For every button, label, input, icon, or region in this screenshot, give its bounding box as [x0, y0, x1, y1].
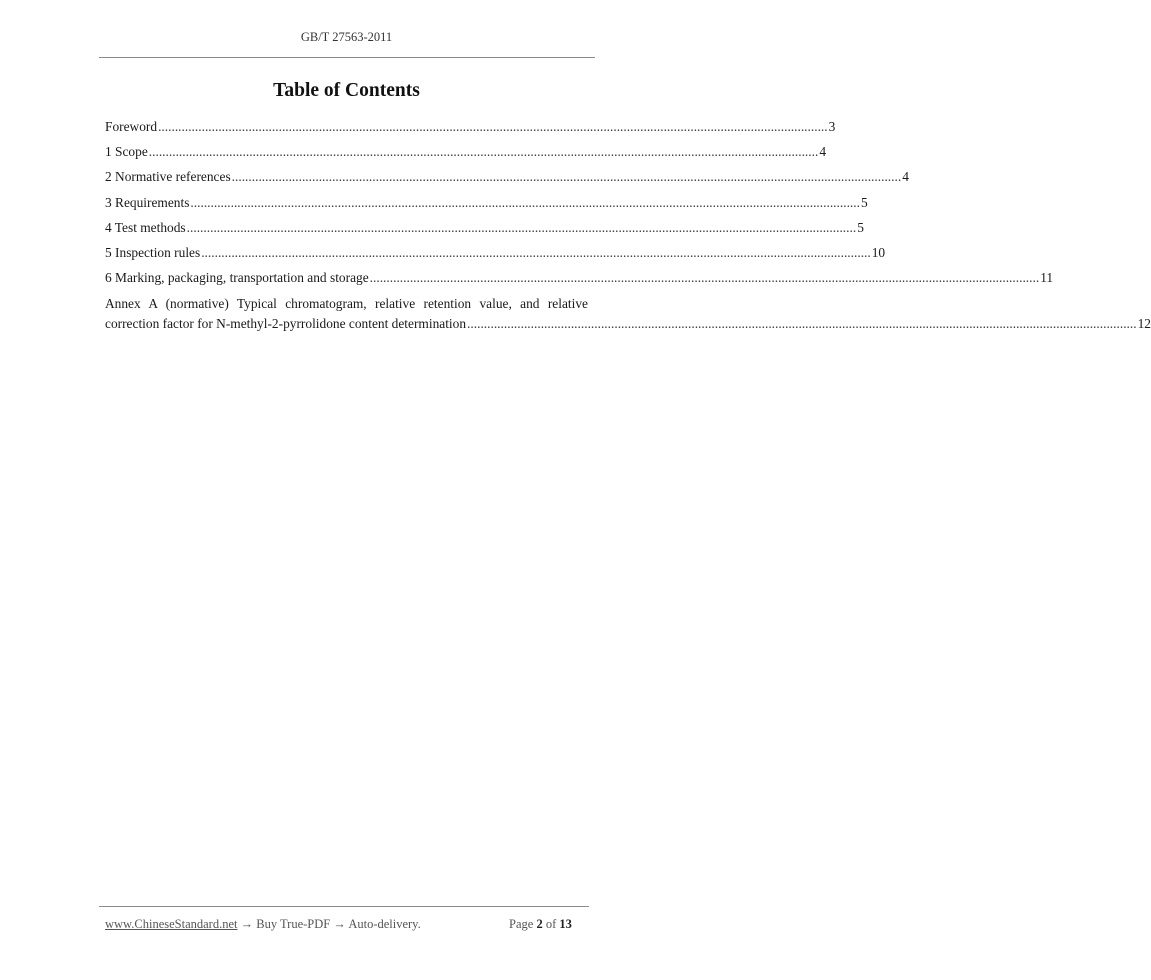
toc-list	[105, 118, 1151, 334]
dot-leader: ........................................................................................................................................................................................................	[190, 194, 860, 210]
of-label: of	[545, 917, 557, 931]
toc-entry-text: 4 Test methods	[105, 219, 186, 235]
auto-delivery-text: Auto-delivery.	[348, 917, 421, 931]
toc-entry-inspection-rules[interactable]	[105, 244, 886, 269]
toc-entry-page: 5	[857, 219, 864, 235]
toc-entry-text: 2 Normative references	[105, 169, 231, 185]
toc-entry-marking-packaging[interactable]	[105, 269, 1054, 294]
total-pages-number: 13	[559, 917, 572, 931]
toc-title: Table of Contents	[273, 80, 420, 101]
toc-entry-page: 3	[828, 119, 836, 134]
site-link[interactable]: www.ChineseStandard.net	[105, 917, 238, 931]
toc-entry-text: Annex A (normative) Typical chromatogram, relative retention value, and relative	[105, 296, 588, 312]
toc-entry-test-methods[interactable]	[105, 219, 864, 244]
current-page-number: 2	[536, 917, 543, 931]
toc-entry-text: 5 Inspection rules	[105, 244, 201, 260]
toc-entry-page: 5	[860, 194, 868, 210]
buy-pdf-text: Buy True-PDF	[256, 917, 331, 931]
toc-entry-page: 4	[819, 144, 827, 160]
standard-code-header: GB/T 27563-2011	[300, 30, 393, 44]
header-divider	[99, 57, 595, 58]
page-indicator	[509, 917, 572, 932]
toc-entry-page: 10	[871, 244, 886, 260]
dot-leader: ........................................................................................................................................................................................................	[158, 119, 828, 134]
toc-entry-text: Foreword	[105, 119, 158, 134]
toc-entry-foreword[interactable]	[105, 118, 836, 143]
toc-entry-normative-references[interactable]	[105, 168, 909, 193]
dot-leader: ........................................................................................................................................................................................................	[467, 316, 1137, 332]
arrow-right-icon: →	[240, 917, 254, 931]
dot-leader: ........................................................................................................................................................................................................	[201, 244, 871, 260]
dot-leader: ........................................................................................................................................................................................................	[231, 169, 902, 185]
toc-entry-text: 1 Scope	[105, 144, 148, 160]
toc-entry-page: 12	[1137, 316, 1151, 332]
toc-entry-page: 4	[902, 169, 909, 185]
dot-leader: ........................................................................................................................................................................................................	[369, 270, 1040, 286]
toc-entry-requirements[interactable]	[105, 194, 868, 219]
toc-entry-scope[interactable]	[105, 143, 827, 168]
toc-entry-text: 3 Requirements	[105, 194, 190, 210]
footer-promo	[105, 917, 421, 932]
page-label: Page	[509, 917, 534, 931]
toc-entry-page: 11	[1040, 270, 1054, 286]
arrow-right-icon: →	[333, 917, 346, 931]
dot-leader: ........................................................................................................................................................................................................	[148, 144, 819, 160]
toc-entry-text-continued: correction factor for N-methyl-2-pyrrolidone content determination	[105, 316, 467, 332]
footer-divider	[99, 906, 589, 907]
toc-entry-annex-a[interactable]	[105, 294, 1151, 334]
toc-entry-text: 6 Marking, packaging, transportation and storage	[105, 270, 369, 286]
dot-leader: ........................................................................................................................................................................................................	[186, 219, 857, 235]
